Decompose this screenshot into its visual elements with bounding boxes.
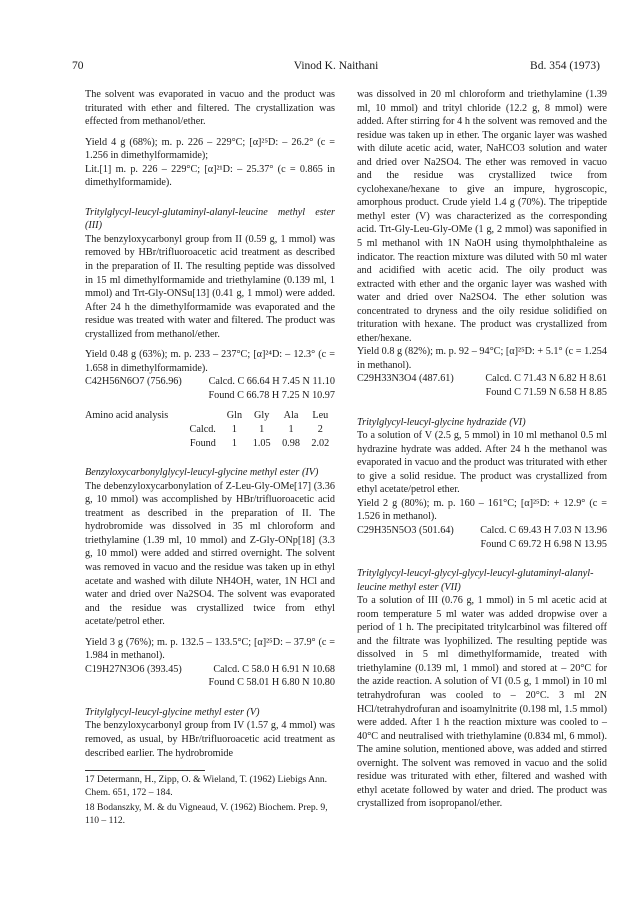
formula: C29H35N5O3 (501.64) xyxy=(357,524,454,536)
table-cell: 0.98 xyxy=(282,437,300,449)
section-title: Tritylglycyl-leucyl-glycine methyl ester (V) xyxy=(85,706,260,718)
yield-line: Yield 0.48 g (63%); m. p. 233 – 237°C; [α]²⁴D: – 12.3° (c = 1.658 in dimethylformamide). xyxy=(85,349,335,374)
yield-line: Yield 0.8 g (82%); m. p. 92 – 94°C; [α]²⁵D: + 5.1° (c = 1.254 in methanol). xyxy=(357,346,607,371)
calcd-values: Calcd. C 58.0 H 6.91 N 10.68 xyxy=(213,663,335,675)
footnote: 17 Determann, H., Zipp, O. & Wieland, T. (1962) Liebigs Ann. Chem. 651, 172 – 184. xyxy=(85,774,328,798)
right-column xyxy=(357,88,607,811)
page-number: 70 xyxy=(72,60,84,72)
amino-acid-table xyxy=(85,409,335,450)
footnote-rule xyxy=(85,770,205,771)
found-values: Found C 58.01 H 6.80 N 10.80 xyxy=(208,677,335,689)
page-header xyxy=(72,60,600,76)
paragraph: To a solution of III (0.76 g, 1 mmol) in 5 ml acetic acid at room temperature 5 ml water was added dropwise over a period of 1 h. The precipitated tritylcarbinol was filtered off and the filtrate was lyophilized. The resulting peptide was dissolved in 5 ml dimethylformamide, treated with triethylamine (0.139 ml, 1 mmol) and stored at – 20°C for the azide reaction. A solution of VI (0.5 g, 1 mmol) in 10 ml tetrahydrofuran was cooled to – 20°C. 3 ml 2N HCl/tetrahydrofuran and isoamylnitrite (0.198 ml, 1.5 mmol) were added. After 1 h the reaction mixture was cooled to – 40°C and neutralised with triethylamine (0.834 ml, 6 mmol). The amine solution, mentioned above, was added and stirred overnight. The solvent was removed in vacuo and the solid residue was triturated with ether, filtered and washed with ethyl acetate followed by water and dried. The product was crystallized from isopropanol/ether. xyxy=(357,595,607,810)
yield-line: Yield 4 g (68%); m. p. 226 – 229°C; [α]²⁵D: – 26.2° (c = 1.256 in dimethylformamide); xyxy=(85,136,335,162)
elemental-analysis xyxy=(357,524,607,538)
table-cell: 1.05 xyxy=(252,437,271,449)
paragraph: The debenzyloxycarbonylation of Z-Leu-Gly-OMe[17] (3.36 g, 10 mmol) was accomplished by HBr/trifluoroacetic acid treatment as described in the preparation of II. The hydrobromide was dissolved in 35 ml chloroform and triethylamine (1.39 ml, 10 mmol) and Z-Gly-ONp[18] (3.3 g, 10 mmol) were added and stirred overnight. The solvent was removed in vacuo and the residue was taken up in ethyl acetate and washed with dilute NH4OH, water, 1N HCl and water and dried over Na2SO4. The solvent was evaporated and the residue was crystallized twice from ethyl acetate/petrol ether. xyxy=(85,480,335,628)
table-cell: 1 xyxy=(288,424,294,436)
footnote: 18 Bodanszky, M. & du Vigneaud, V. (1962) Biochem. Prep. 9, 110 – 112. xyxy=(85,802,328,826)
section-title: Benzyloxycarbonylglycyl-leucyl-glycine methyl ester (IV) xyxy=(85,467,319,479)
calcd-values: Calcd. C 71.43 N 6.82 H 8.61 xyxy=(485,373,607,385)
paragraph: The benzyloxycarbonyl group from II (0.59 g, 1 mmol) was removed by HBr/trifluoroacetic acid treatment as described in the preparation of II. The resulting peptide was dissolved in 15 ml dimethylformamide and triethylamine (0.139 ml, 1 mmol) and Trt-Gly-ONSu[13] (0.41 g, 1 mmol) were added. After 24 h the dimethylformamide was evaporated and the residue was treated with water and filtered. The product was crystallized from methanol/ether. xyxy=(85,233,335,340)
table-cell: 2 xyxy=(317,424,323,436)
yield-line: Yield 2 g (80%); m. p. 160 – 161°C; [α]²⁵D: + 12.9° (c = 1.526 in methanol). xyxy=(357,497,607,523)
found-values: Found C 69.72 H 6.98 N 13.95 xyxy=(480,538,607,550)
calcd-values: Calcd. C 69.43 H 7.03 N 13.96 xyxy=(480,524,607,536)
section-title: Tritylglycyl-leucyl-glutaminyl-alanyl-leucine methyl ester (III) xyxy=(85,206,335,232)
formula: C19H27N3O6 (393.45) xyxy=(85,663,182,675)
table-cell: 1 xyxy=(259,424,265,436)
paragraph: The benzyloxycarbonyl group from IV (1.57 g, 4 mmol) was removed, as usual, by HBr/trifluoroacetic acid treatment as described earlier. The hydrobromide xyxy=(85,720,335,759)
elemental-analysis xyxy=(357,372,607,386)
table-header: Leu xyxy=(312,410,329,422)
elemental-analysis xyxy=(85,375,335,389)
calcd-values: Calcd. C 66.64 H 7.45 N 11.10 xyxy=(208,376,335,388)
found-values: Found C 66.78 H 7.25 N 10.97 xyxy=(208,389,335,401)
table-cell: 1 xyxy=(231,424,237,436)
table-label: Amino acid analysis xyxy=(85,410,169,422)
found-values: Found C 71.59 N 6.58 H 8.85 xyxy=(485,387,607,399)
paragraph: was dissolved in 20 ml chloroform and triethylamine (1.39 ml, 10 mmol) and trityl chloride (12.2 g, 8 mmol) were added. After stirring for 4 h the solvent was removed and the residue was taken up in ether. The organic layer was washed with dilute acetic acid, water, NaHCO3 solution and water and dried over Na2SO4. The ether was removed in vacuo and the residue was crystallized twice from cyclohexane/hexane to give an impure, hygroscopic, amorphous product. Crude yield 1.4 g (70%). The tripeptide methyl ester (V) was characterized as the corresponding acid. Trt-Gly-Leu-Gly-OMe (1 g, 2 mmol) was saponified in 5 ml methanol with 1N NaOH using thymolphthaleine as indicator. The reaction mixture was diluted with 50 ml water and acidified with acetic acid. The oily product was extracted with ether and the organic layer was washed with water and dried over Na2SO4. The ether solution was concentrated to dryness and the oily residue solidified on trituration with hexane. The product was crystallized from ether/hexane. xyxy=(357,89,607,344)
table-cell: 1 xyxy=(231,437,237,449)
elemental-analysis xyxy=(85,663,335,677)
row-label: Calcd. xyxy=(189,424,216,436)
table-header: Gln xyxy=(226,410,243,422)
journal-reference: Bd. 354 (1973) xyxy=(530,60,600,72)
running-author: Vinod K. Naithani xyxy=(293,60,379,72)
table-cell: 2.02 xyxy=(311,437,330,449)
left-column xyxy=(85,88,335,827)
formula: C42H56N6O7 (756.96) xyxy=(85,376,182,388)
row-label: Found xyxy=(189,437,216,449)
formula: C29H33N3O4 (487.61) xyxy=(357,373,454,385)
section-title: Tritylglycyl-leucyl-glycine hydrazide (VI) xyxy=(357,416,526,428)
section-title: Tritylglycyl-leucyl-glycyl-glycyl-leucyl-glutaminyl-alanyl-leucine methyl ester (VII) xyxy=(357,568,594,593)
paragraph: To a solution of V (2.5 g, 5 mmol) in 10 ml methanol 0.5 ml hydrazine hydrate was added. After 24 h the methanol was evaporated in vacuo and the product was triturated with ether to give a solid residue. The product was crystallized from ethyl acetate/petrol ether. xyxy=(357,430,607,496)
table-header: Ala xyxy=(283,410,299,422)
yield-line: Yield 3 g (76%); m. p. 132.5 – 133.5°C; [α]²⁵D: – 37.9° (c = 1.984 in methanol). xyxy=(85,636,335,662)
table-header: Gly xyxy=(254,410,270,422)
literature-line: Lit.[1] m. p. 226 – 229°C; [α]²¹D: – 25.37° (c = 0.865 in dimethylformamide). xyxy=(85,163,335,189)
paragraph: The solvent was evaporated in vacuo and the product was triturated with ether and filtered. The crystallization was effected from methanol/ether. xyxy=(85,89,335,128)
